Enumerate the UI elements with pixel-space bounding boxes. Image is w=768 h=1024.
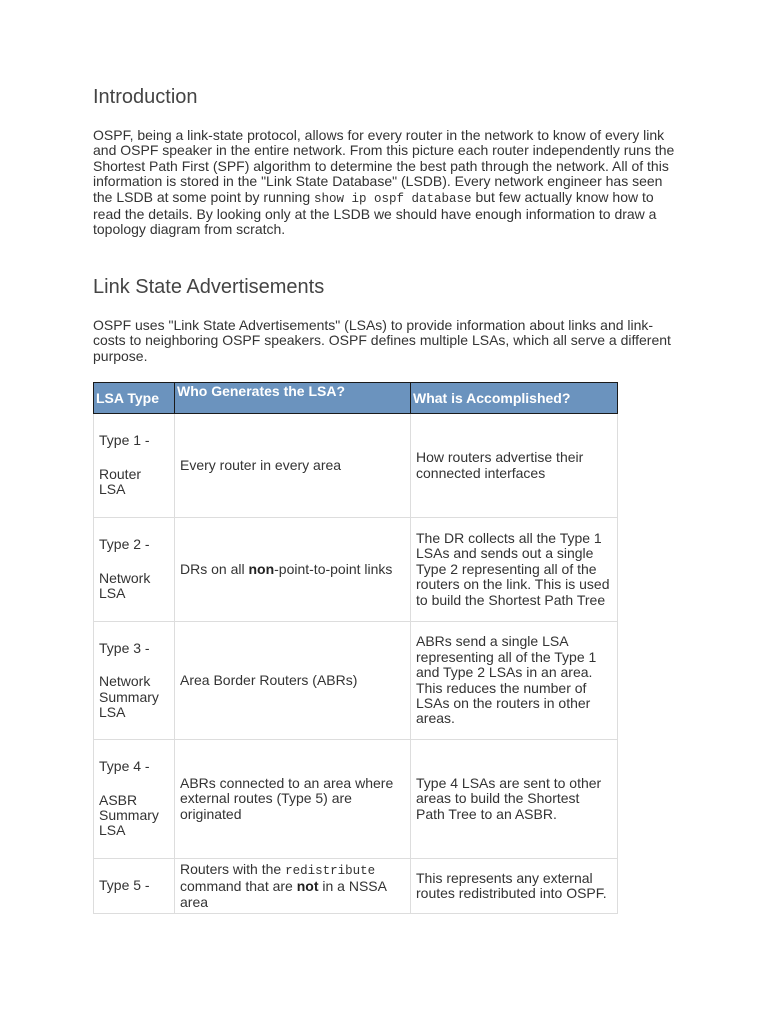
generator-emphasis: non (248, 560, 275, 577)
generator-text: in a NSSA area (180, 878, 387, 910)
introduction-heading: Introduction (93, 86, 198, 108)
generator-cell: Every router in every area (175, 414, 411, 518)
type-label: Type 1 - (99, 432, 150, 449)
lsa-paragraph: OSPF uses "Link State Advertisements" (LSAs) to provide information about links and link-costs to neighboring OSPF speakers. OSPF defines multiple LSAs, which all serve a different purpose. (93, 317, 671, 364)
type-name: Network (99, 673, 151, 690)
type-suffix: LSA (99, 703, 126, 720)
type-suffix: LSA (99, 822, 126, 839)
purpose-cell: Type 4 LSAs are sent to other areas to build the Shortest Path Tree to an ASBR. (411, 740, 618, 859)
lsa-heading: Link State Advertisements (93, 276, 325, 298)
table-row (94, 414, 618, 518)
redistribute-command: redistribute (285, 863, 376, 878)
purpose-cell: How routers advertise their connected interfaces (411, 414, 618, 518)
generator-cell: Area Border Routers (ABRs) (175, 622, 411, 740)
generator-text: -point-to-point links (274, 560, 393, 577)
table-row (94, 859, 618, 914)
type-suffix: LSA (99, 481, 126, 498)
lsa-type-cell (94, 414, 175, 518)
type-label: Type 5 - (99, 877, 150, 894)
type-suffix: LSA (99, 585, 126, 602)
generator-cell: ABRs connected to an area where external routes (Type 5) are originated (175, 740, 411, 859)
lsa-type-cell (94, 622, 175, 740)
lsa-type-cell (94, 518, 175, 622)
generator-cell (175, 859, 411, 914)
type-label: Type 4 - (99, 758, 150, 775)
header-what-accomplished: What is Accomplished? (411, 383, 618, 414)
type-name: ASBR (99, 791, 138, 808)
table-row (94, 622, 618, 740)
generator-text: command that are (180, 878, 297, 895)
type-name: Router (99, 465, 142, 482)
generator-cell (175, 518, 411, 622)
header-lsa-type: LSA Type (94, 383, 175, 414)
table-row (94, 518, 618, 622)
lsa-types-table (93, 382, 618, 914)
type-name: Network (99, 569, 151, 586)
generator-text: DRs on all (180, 560, 249, 577)
type-label: Type 3 - (99, 639, 150, 656)
table-header-row (94, 383, 618, 414)
purpose-cell: The DR collects all the Type 1 LSAs and sends out a single Type 2 representing all of the routers on the link. This is used to build the Shortest Path Tree (411, 518, 618, 622)
purpose-cell: ABRs send a single LSA representing all of the Type 1 and Type 2 LSAs in an area. This reduces the number of LSAs on the routers in other areas. (411, 622, 618, 740)
table-row (94, 740, 618, 859)
header-who-generates: Who Generates the LSA? (175, 383, 411, 414)
type-label: Type 2 - (99, 536, 150, 553)
purpose-cell: This represents any external routes redistributed into OSPF. (411, 859, 618, 914)
lsa-type-cell (94, 740, 175, 859)
generator-text: Routers with the (180, 860, 286, 877)
type-name: Summary (99, 807, 159, 823)
introduction-paragraph (93, 128, 683, 238)
lsa-type-cell (94, 859, 175, 914)
intro-text-part-1: OSPF, being a link-state protocol, allows for every router in the network to know of every link and OSPF speaker in the entire network. From this picture each router independently runs the Shortest Path First (SPF) algorithm to determine the best path through the network. All of this information is stored in the "Link State Database" (LSDB). Every network engineer has seen the LSDB at some point by running (93, 127, 675, 205)
intro-text-part-2: but few actually know how to read the details. By looking only at the LSDB we should have enough information to draw a topology diagram from scratch. (93, 188, 657, 238)
type-name: Summary (99, 688, 159, 705)
generator-emphasis: not (296, 878, 319, 895)
ospf-database-command: show ip ospf database (314, 191, 472, 206)
